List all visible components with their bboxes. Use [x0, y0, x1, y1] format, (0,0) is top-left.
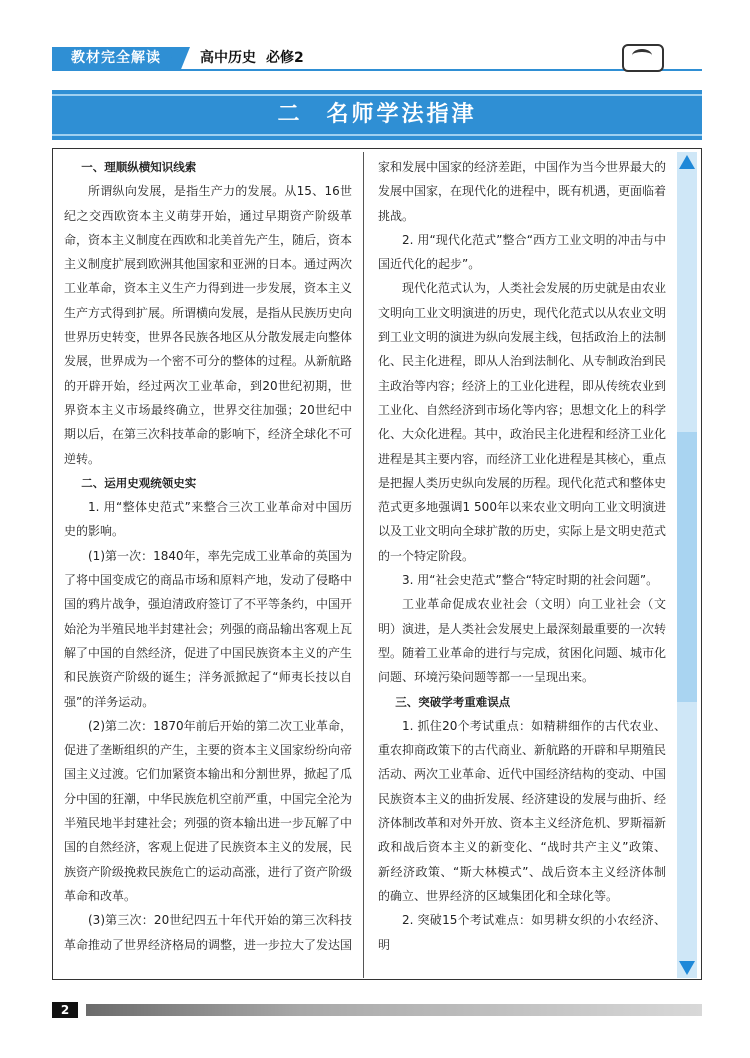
- triangle-up-icon[interactable]: [679, 155, 695, 169]
- section-number: 二: [277, 102, 303, 127]
- subheading: 三、突破学考重难误点: [395, 694, 511, 709]
- paragraph: (3)第三次：20世纪四五十年代开始的第三次科技革命推动了世界经济格局的调整，进一步拉大了发达国: [64, 913, 353, 952]
- paragraph: (1)第一次：1840年，率先完成工业革命的英国为了将中国变成它的商品市场和原料产地，发动了侵略中国的鸦片战争，强迫清政府签订了不平等条约，中国开始沦为半殖民地半封建社会；列强的商品输出客观上瓦解了中国的自然经济，促进了中国民族资本主义的产生和民族资产阶级的诞生；洋务派掀起了“师夷长技以自强”的洋务运动。: [64, 548, 353, 709]
- paragraph: (2)第二次：1870年前后开始的第二次工业革命，促进了垄断组织的产生，主要的资本主义国家纷纷向帝国主义过渡。它们加紧资本输出和分割世界，掀起了瓜分中国的狂潮，中华民族危机空前严重，中国完全沦为半殖民地半封建社会；列强的资本输出进一步瓦解了中国的自然经济，客观上促进了民族资本主义的发展，民族资产阶级挽救民族危亡的运动高涨，进行了资产阶级革命和改革。: [64, 718, 353, 903]
- footer-gradient-bar: [86, 1004, 702, 1016]
- scrollbar-thumb[interactable]: [677, 432, 697, 702]
- paragraph: 2. 突破15个考试难点：如男耕女织的小农经济、明: [378, 913, 666, 952]
- subheading: 二、运用史观统领史实: [81, 475, 197, 490]
- paragraph: 现代化范式认为，人类社会发展的历史就是由农业文明向工业文明演进的历史，现代化范式以从农业文明到工业文明的演进为纵向发展主线，包括政治上的法制化、民主化进程，即从人治到法制化、从专制政治到民主政治等内容；经济上的工业化进程，即从传统农业到工业化、自然经济到市场化等内容；思想文化上的科学化、大众化进程。其中，政治民主化进程和经济工业化进程是其主要内容，而经济工业化进程是其核心，重点是把握人类历史纵向发展的历程。现代化范式和整体史范式更多地强调1 500年以来农业文明向工业文明演进以及工业文明向全球扩散的历史，实际上是文明史范式的一个特定阶段。: [378, 281, 667, 563]
- paragraph-continued: 家和发展中国家的经济差距，中国作为当今世界最大的发展中国家，在现代化的进程中，既有机遇，更面临着挑战。: [378, 160, 667, 223]
- subject-label: [200, 47, 314, 69]
- triangle-down-icon[interactable]: [679, 961, 695, 975]
- paragraph: 工业革命促成农业社会（文明）向工业社会（文明）演进，是人类社会发展史上最深刻最重要的一次转型。随着工业革命的进行与完成，贫困化问题、城市化问题、环境污染问题等都一一呈现出来。: [378, 597, 667, 685]
- subheading: 一、理顺纵横知识线索: [81, 160, 197, 174]
- paragraph: 3. 用“社会史范式”整合“特定时期的社会问题”。: [402, 573, 659, 588]
- vertical-scrollbar[interactable]: [677, 152, 697, 978]
- column-divider: [363, 152, 364, 978]
- page-number: 2: [52, 1002, 78, 1018]
- section-title: [52, 90, 702, 140]
- right-column: [378, 155, 666, 957]
- running-header: [52, 47, 702, 69]
- paragraph: 2. 用“现代化范式”整合“西方工业文明的冲击与中国近代化的起步”。: [378, 232, 666, 272]
- section-banner: [52, 90, 702, 140]
- subject-name: 高中历史: [200, 50, 256, 66]
- page-footer: [52, 1002, 702, 1018]
- publisher-logo-icon: [622, 44, 664, 72]
- paragraph: 1. 用“整体史范式”来整合三次工业革命对中国历史的影响。: [64, 500, 352, 539]
- section-heading: 名师学法指津: [326, 102, 477, 127]
- left-column: [64, 155, 352, 957]
- paragraph: 1. 抓住20个考试重点：如精耕细作的古代农业、重农抑商政策下的古代商业、新航路的开辟和早期殖民活动、两次工业革命、近代中国经济结构的变动、中国民族资本主义的曲折发展、经济建设的发展与曲折、经济体制改革和对外开放、资本主义经济危机、罗斯福新政和战后资本主义的新变化、“战时共产主义”政策、新经济政策、“斯大林模式”、战后资本主义经济体制的确立、世界经济的区域集团化和全球化等。: [378, 718, 667, 903]
- series-title: 教材完全解读: [52, 47, 180, 69]
- logo-swoosh: [632, 49, 652, 62]
- volume-name: 必修2: [266, 50, 304, 66]
- header-rule: [52, 69, 702, 71]
- paragraph: 所谓纵向发展，是指生产力的发展。从15、16世纪之交西欧资本主义萌芽开始，通过早期资产阶级革命，资本主义制度在西欧和北美首先产生，随后，资本主义制度扩展到欧洲其他国家和亚洲的日本。通过两次工业革命，资本主义生产力得到进一步发展，资本主义生产方式得到扩展。所谓横向发展，是指从民族历史向世界历史转变，世界各民族各地区从分散发展走向整体发展，世界成为一个密不可分的整体的过程。从新航路的开辟开始，经过两次工业革命，到20世纪初期，世界资本主义市场最终确立，世界交往加强；20世纪中期以后，在第三次科技革命的影响下，经济全球化不可逆转。: [64, 184, 353, 466]
